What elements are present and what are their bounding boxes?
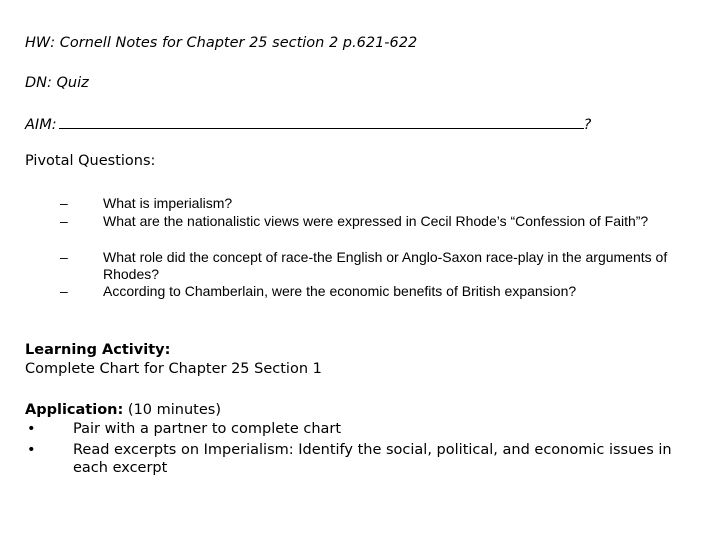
aim-line	[25, 114, 591, 134]
dash-bullet: –	[60, 249, 68, 265]
application-item-text: Pair with a partner to complete chart	[73, 421, 342, 437]
pivotal-question-text: What is imperialism?	[103, 195, 233, 211]
application-item-text: Read excerpts on Imperialism: Identify the social, political, and economic issues in each excerpt	[73, 442, 672, 476]
application-heading-line	[25, 401, 221, 419]
application-duration: (10 minutes)	[127, 402, 221, 418]
learning-activity-text: Complete Chart for Chapter 25 Section 1	[25, 361, 322, 377]
aim-blank-underline	[59, 114, 584, 129]
dash-bullet: –	[60, 213, 68, 229]
pivotal-questions-heading: Pivotal Questions:	[25, 153, 156, 169]
learning-activity-heading: Learning Activity:	[25, 342, 171, 358]
homework-line: HW: Cornell Notes for Chapter 25 section 2 p.621-622	[25, 35, 418, 51]
aim-label: AIM:	[25, 117, 57, 133]
dash-bullet: –	[60, 283, 68, 299]
pivotal-question-text: According to Chamberlain, were the economic benefits of British expansion?	[103, 283, 577, 299]
aim-question-mark: ?	[583, 117, 592, 133]
pivotal-question-text: What role did the concept of race-the English or Anglo-Saxon race-play in the arguments of Rhodes?	[103, 249, 668, 282]
dash-bullet: –	[60, 195, 68, 211]
do-now-line: DN: Quiz	[25, 75, 89, 91]
pivotal-question-text: What are the nationalistic views were expressed in Cecil Rhode’s “Confession of Faith”?	[103, 213, 649, 229]
application-heading: Application:	[25, 402, 124, 418]
bullet-dot: •	[27, 421, 36, 437]
bullet-dot: •	[27, 442, 36, 458]
